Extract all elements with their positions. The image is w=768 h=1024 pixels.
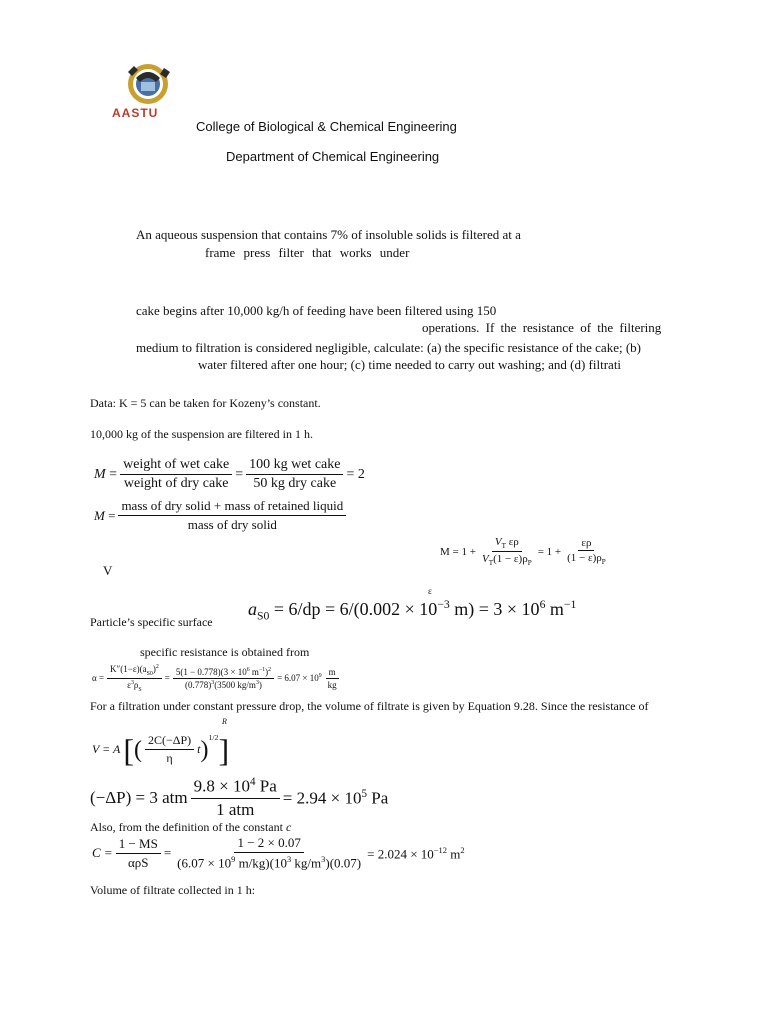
pressure-drop-equation [90, 776, 388, 820]
superscript: 5 [361, 787, 367, 800]
fraction [145, 733, 194, 766]
eq-lhs: M [94, 507, 105, 523]
feed-line: 10,000 kg of the suspension are filtered in 1 h. [90, 427, 313, 441]
subscript: T [501, 542, 506, 551]
text: 5(1 − 0.778)(3 × 10 [175, 666, 247, 677]
denominator: weight of dry cake [123, 476, 229, 491]
aastu-logo [108, 58, 184, 120]
superscript: 3 [286, 854, 292, 864]
text: (6.07 × 10 [177, 855, 232, 871]
var-t: t [197, 742, 201, 756]
numerator [492, 536, 522, 552]
text: (0.778) [185, 679, 212, 690]
moisture-ratio-definition [94, 498, 349, 533]
denominator: 50 kg dry cake [253, 476, 337, 491]
subscript: T [488, 559, 494, 568]
text: Pa [366, 788, 389, 808]
denominator [564, 551, 609, 566]
numerator [173, 667, 274, 679]
numerator: 1 − MS [116, 836, 161, 854]
problem-line-2: frame press filter that works under [205, 245, 410, 260]
problem-line-5: medium to filtration is considered negligible, calculate: (a) the specific resistance of the cake; (b) [136, 340, 641, 355]
superscript: 4 [249, 776, 256, 788]
paren-open: ( [133, 736, 142, 763]
superscript: 3 [321, 854, 326, 864]
fraction [174, 835, 364, 871]
superscript: 9 [318, 673, 322, 680]
text: ρ [133, 679, 139, 690]
text: m [545, 599, 564, 619]
eq-lhs: α = [92, 673, 105, 684]
fraction [118, 498, 346, 533]
var-v: V [481, 553, 489, 566]
fraction [173, 667, 274, 690]
text: (1 − ε)ρ [493, 553, 528, 566]
denominator: 1 atm [216, 799, 255, 819]
eq-result [283, 788, 388, 809]
denominator: kg [327, 679, 337, 690]
superscript: −3 [437, 598, 450, 611]
eq-result [367, 845, 464, 862]
numerator: weight of wet cake [120, 457, 232, 475]
text: 9.8 × 10 [193, 776, 250, 796]
eq-equals: = [104, 507, 116, 523]
constant-letter: c [285, 820, 292, 834]
text: ) [258, 679, 262, 690]
numerator: mass of dry solid + mass of retained liquid [118, 498, 346, 516]
superscript: −1 [563, 598, 577, 611]
text: = 6.07 × 10 [277, 673, 319, 684]
text: (1 − ε)ρ [567, 552, 602, 565]
v-letter: V [103, 563, 113, 578]
numerator: 100 kg wet cake [246, 457, 343, 475]
denominator [479, 552, 535, 567]
text: ε [127, 679, 131, 690]
superscript: 2 [268, 666, 272, 673]
fraction [479, 536, 535, 567]
denominator [182, 679, 265, 690]
text: m [249, 666, 259, 677]
constant-c-equation [92, 835, 465, 871]
text: = 2.024 × 10 [367, 845, 434, 861]
constant-line [90, 820, 291, 835]
text: ερ [505, 536, 519, 548]
unit-fraction [325, 667, 340, 690]
eq-mid: = 1 + [537, 545, 562, 558]
superscript: 3 [130, 679, 134, 686]
superscript: 2 [460, 844, 465, 855]
fraction [107, 664, 162, 693]
numerator: m [326, 667, 339, 679]
eq-lhs: (−ΔP) = 3 atm [90, 787, 188, 807]
problem-line-1: An aqueous suspension that contains 7% of insoluble solids is filtered at a [136, 227, 521, 242]
eq-lhs: M = 1 + [440, 545, 476, 558]
eq-equals: = [164, 673, 170, 684]
text: kg/m [291, 855, 322, 871]
filtration-line: For a filtration under constant pressure drop, the volume of filtrate is given by Equation 9.28. Since the resistance of [90, 699, 649, 713]
text: = 6/dp = 6/(0.002 × 10 [269, 599, 438, 619]
superscript: 6 [539, 598, 546, 611]
exponent: 1/2 [208, 733, 219, 742]
text: ) [152, 664, 156, 674]
eq-equals: = [235, 466, 244, 482]
superscript: 3 [255, 679, 259, 686]
subscript: S [138, 686, 142, 693]
text: Pa [255, 776, 277, 796]
numerator: 2C(−ΔP) [145, 733, 194, 750]
eq-lhs: V = A [92, 742, 121, 756]
superscript: −12 [433, 844, 447, 855]
logo-text: AASTU [112, 106, 159, 120]
eq-equals: = [163, 845, 172, 861]
superscript: 2 [155, 664, 159, 670]
denominator: αρS [128, 854, 149, 870]
text: ) [265, 666, 269, 677]
eq-result [277, 673, 322, 683]
eq-result: = 2 [346, 466, 365, 482]
subscript: P [527, 559, 532, 568]
eq-lhs: C = [92, 845, 113, 861]
bracket-close: ] [218, 731, 230, 768]
text: m) = 3 × 10 [449, 599, 540, 619]
numerator: 1 − 2 × 0.07 [234, 835, 303, 853]
var-v: V [494, 536, 502, 548]
specific-resistance-equation [92, 664, 343, 693]
subscript: S0 [257, 609, 270, 623]
fraction [120, 457, 232, 492]
specific-surface-label: Particle’s specific surface [90, 615, 213, 629]
var-a: a [248, 599, 257, 619]
eq-equals: = [105, 466, 118, 482]
text: K″(1−ε)(a [110, 664, 147, 674]
problem-line-3: cake begins after 10,000 kg/h of feeding have been filtered using 150 [136, 303, 497, 318]
numerator: ερ [578, 537, 594, 551]
text: = 2.94 × 10 [282, 788, 362, 808]
text: m/kg)(10 [235, 855, 287, 871]
eq-lhs: M [94, 466, 106, 482]
denominator: mass of dry solid [187, 517, 277, 532]
paren-close: ) [200, 736, 209, 763]
fraction [246, 457, 343, 492]
problem-line-6: water filtered after one hour; (c) time needed to carry out washing; and (d) filtrati [198, 357, 622, 372]
problem-line-4: operations. If the resistance of the filtering [422, 320, 662, 335]
numerator [191, 776, 280, 799]
superscript: 9 [231, 854, 236, 864]
denominator: η [166, 751, 173, 765]
r-mark: R [222, 717, 227, 726]
fraction [191, 776, 280, 820]
bracket-open: [ [123, 731, 134, 768]
moisture-ratio-volume-equation [440, 536, 612, 567]
epsilon-mark: ε [428, 586, 432, 596]
filtrate-volume-equation [92, 733, 229, 766]
superscript: 3 [211, 679, 215, 686]
denominator [124, 679, 144, 693]
text: m [447, 845, 461, 861]
numerator [107, 664, 162, 679]
specific-resistance-label: specific resistance is obtained from [140, 645, 310, 659]
constant-line-text: Also, from the definition of the constant [90, 820, 286, 834]
superscript: 6 [246, 666, 250, 673]
college-name: College of Biological & Chemical Engineering [196, 119, 457, 134]
subscript: S0 [146, 670, 153, 677]
fraction [116, 836, 161, 871]
volume-collected-line: Volume of filtrate collected in 1 h: [90, 883, 256, 897]
specific-surface-equation [248, 598, 576, 623]
superscript: −1 [258, 666, 266, 673]
text: (3500 kg/m [214, 679, 256, 690]
moisture-ratio-equation [94, 457, 365, 492]
data-line: Data: K = 5 can be taken for Kozeny’s constant. [90, 396, 321, 410]
department-name: Department of Chemical Engineering [226, 149, 440, 164]
fraction [564, 537, 609, 566]
denominator [174, 853, 364, 871]
subscript: P [601, 558, 606, 567]
text: )(0.07) [325, 855, 362, 871]
